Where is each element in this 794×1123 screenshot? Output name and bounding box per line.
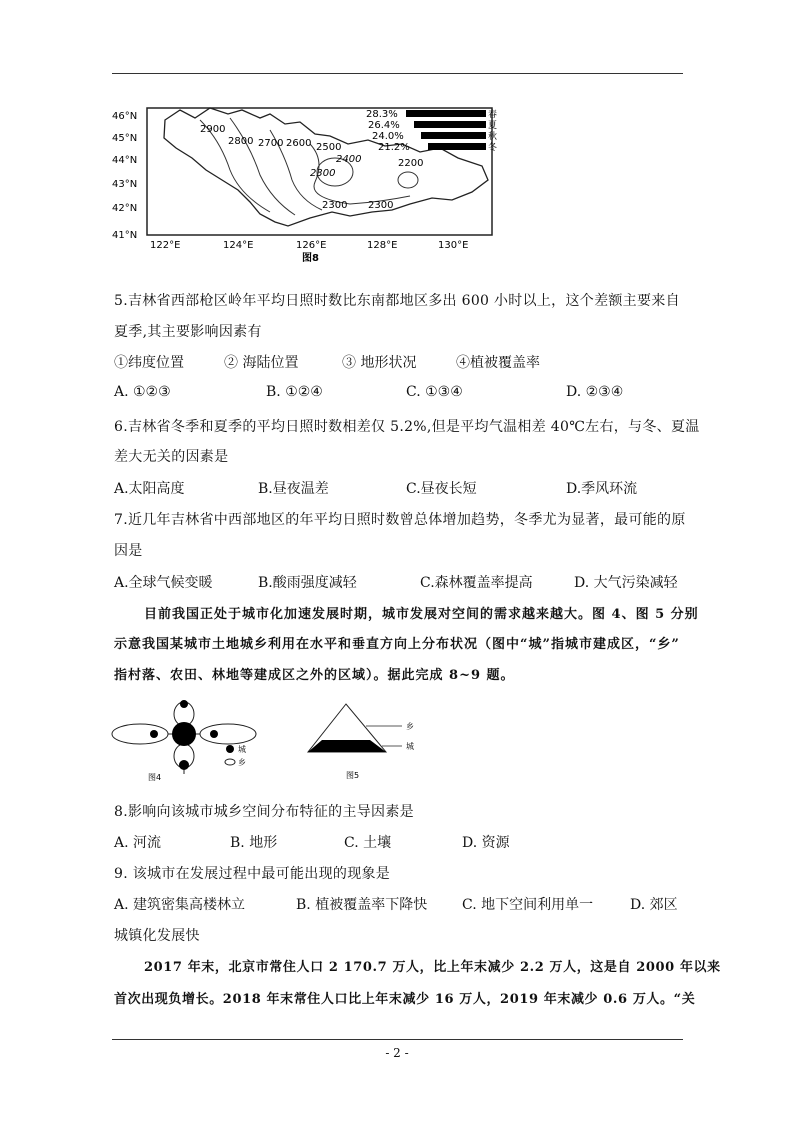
q5-option-d: D. ②③④ <box>566 384 624 400</box>
contour-label: 2300 <box>310 168 336 179</box>
q6-option-b: B.昼夜温差 <box>258 481 329 497</box>
q5-item: ①纬度位置 <box>114 355 184 371</box>
legend-pct: 24.0% <box>372 131 404 142</box>
q6-option-a: A.太阳高度 <box>114 481 185 497</box>
lon-tick: 130°E <box>438 240 469 251</box>
q6-stem-line1: 6.吉林省冬季和夏季的平均日照时数相差仅 5.2%,但是平均气温相差 40℃左右，与冬、夏温 <box>114 419 700 435</box>
passage1-line1: 目前我国正处于城市化加速发展时期，城市发展对空间的需求越来越大。图 4、图 5 分别 <box>144 607 699 622</box>
lon-tick: 128°E <box>367 240 398 251</box>
q5-option-b: B. ①②④ <box>266 384 323 400</box>
q7-option-c: C.森林覆盖率提高 <box>420 575 533 591</box>
legend-season: 冬 <box>488 143 498 153</box>
lat-tick: 41°N <box>112 230 138 241</box>
city-core <box>172 722 196 746</box>
legend-city-symbol <box>226 745 234 753</box>
page-number: - 2 - <box>385 1046 409 1060</box>
figure5-diagram <box>300 700 430 784</box>
q5-option-c: C. ①③④ <box>406 384 463 400</box>
figure8-map <box>110 100 500 270</box>
passage2-line1: 2017 年末，北京市常住人口 2 170.7 万人，比上年末减少 2.2 万人，这是自 2000 年以来 <box>144 960 721 975</box>
lon-tick: 126°E <box>296 240 327 251</box>
legend-bar <box>428 143 486 150</box>
legend-season: 春 <box>488 110 498 120</box>
contour-line <box>230 118 295 215</box>
legend-pct: 21.2% <box>378 142 410 153</box>
q5-stem-line2: 夏季,其主要影响因素有 <box>114 324 262 340</box>
q6-option-c: C.昼夜长短 <box>406 481 477 497</box>
legend-pct: 26.4% <box>368 120 400 131</box>
city-dot <box>210 730 218 738</box>
contour-label: 2500 <box>316 142 342 153</box>
q7-option-a: A.全球气候变暖 <box>114 575 213 591</box>
legend-city-label: 城 <box>238 745 246 754</box>
header-rule <box>112 73 683 74</box>
lat-tick: 44°N <box>112 155 138 166</box>
q5-item: ④植被覆盖率 <box>456 355 540 371</box>
q9-option-b: B. 植被覆盖率下降快 <box>296 897 428 913</box>
q9-option-d: D. 郊区 <box>630 897 678 913</box>
passage1-line2: 示意我国某城市土地城乡利用在水平和垂直方向上分布状况（图中“城”指城市建成区，“乡” <box>114 637 680 652</box>
q6-option-d: D.季风环流 <box>566 481 638 497</box>
lon-tick: 124°E <box>223 240 254 251</box>
q5-item: ③ 地形状况 <box>342 355 417 371</box>
q9-option-d-cont: 城镇化发展快 <box>114 928 200 944</box>
lat-tick: 45°N <box>112 133 138 144</box>
rural-lobe <box>200 724 256 744</box>
q8-stem: 8.影响向该城市城乡空间分布特征的主导因素是 <box>114 804 414 820</box>
legend-bar <box>406 110 486 117</box>
legend-rural-symbol <box>225 759 235 765</box>
q9-option-c: C. 地下空间利用单一 <box>462 897 594 913</box>
q8-option-b: B. 地形 <box>230 835 278 851</box>
contour-label: 2700 <box>258 138 284 149</box>
rural-lobe <box>112 724 168 744</box>
city-dot <box>179 760 189 770</box>
q5-stem-line1: 5.吉林省西部枪区岭年平均日照时数比东南都地区多出 600 小时以上，这个差额主要来自 <box>114 293 680 309</box>
lat-tick: 46°N <box>112 111 138 122</box>
season-legend <box>366 108 497 153</box>
figure4-caption: 图4 <box>148 773 162 782</box>
contour-label: 2300 <box>368 200 394 211</box>
contour-label: 2600 <box>286 138 312 149</box>
label-city: 城 <box>406 742 414 751</box>
city-dot <box>150 730 158 738</box>
q8-option-d: D. 资源 <box>462 835 510 851</box>
q8-option-a: A. 河流 <box>114 835 162 851</box>
label-rural: 乡 <box>406 722 414 731</box>
legend-season: 夏 <box>488 121 498 131</box>
q7-option-d: D. 大气污染减轻 <box>574 575 678 591</box>
legend-bar <box>414 121 486 128</box>
passage2-line2: 首次出现负增长。2018 年末常住人口比上年末减少 16 万人，2019 年末减少 0.6 万人。“关 <box>114 992 696 1007</box>
contour-label: 2300 <box>322 200 348 211</box>
q8-option-c: C. 土壤 <box>344 835 392 851</box>
contour-loop <box>398 172 418 188</box>
lat-tick: 42°N <box>112 203 138 214</box>
city-dot <box>180 700 188 708</box>
contour-label: 2200 <box>398 158 424 169</box>
legend-rural-label: 乡 <box>238 758 246 767</box>
passage1-line3: 指村落、农田、林地等建成区之外的区域）。据此完成 8~9 题。 <box>114 668 515 683</box>
q7-stem-line2: 因是 <box>114 543 143 559</box>
q9-option-a: A. 建筑密集高楼林立 <box>114 897 246 913</box>
lon-tick: 122°E <box>150 240 181 251</box>
q5-option-a: A. ①②③ <box>114 384 171 400</box>
legend-bar <box>421 132 486 139</box>
q5-item: ② 海陆位置 <box>224 355 299 371</box>
legend-season: 秋 <box>488 132 498 142</box>
lat-tick: 43°N <box>112 179 138 190</box>
contour-label: 2800 <box>228 136 254 147</box>
q6-stem-line2: 差大无关的因素是 <box>114 449 229 465</box>
figure4-diagram <box>110 700 280 784</box>
q7-option-b: B.酸雨强度减轻 <box>258 575 357 591</box>
q7-stem-line1: 7.近几年吉林省中西部地区的年平均日照时数曾总体增加趋势，冬季尤为显著，最可能的原 <box>114 512 686 528</box>
q9-stem: 9. 该城市在发展过程中最可能出现的现象是 <box>114 866 391 882</box>
figure8-caption: 图8 <box>302 253 319 264</box>
contour-label: 2400 <box>336 154 362 165</box>
footer-rule <box>112 1039 683 1040</box>
contour-label: 2900 <box>200 124 226 135</box>
figure5-caption: 图5 <box>346 771 360 780</box>
legend-pct: 28.3% <box>366 109 398 120</box>
